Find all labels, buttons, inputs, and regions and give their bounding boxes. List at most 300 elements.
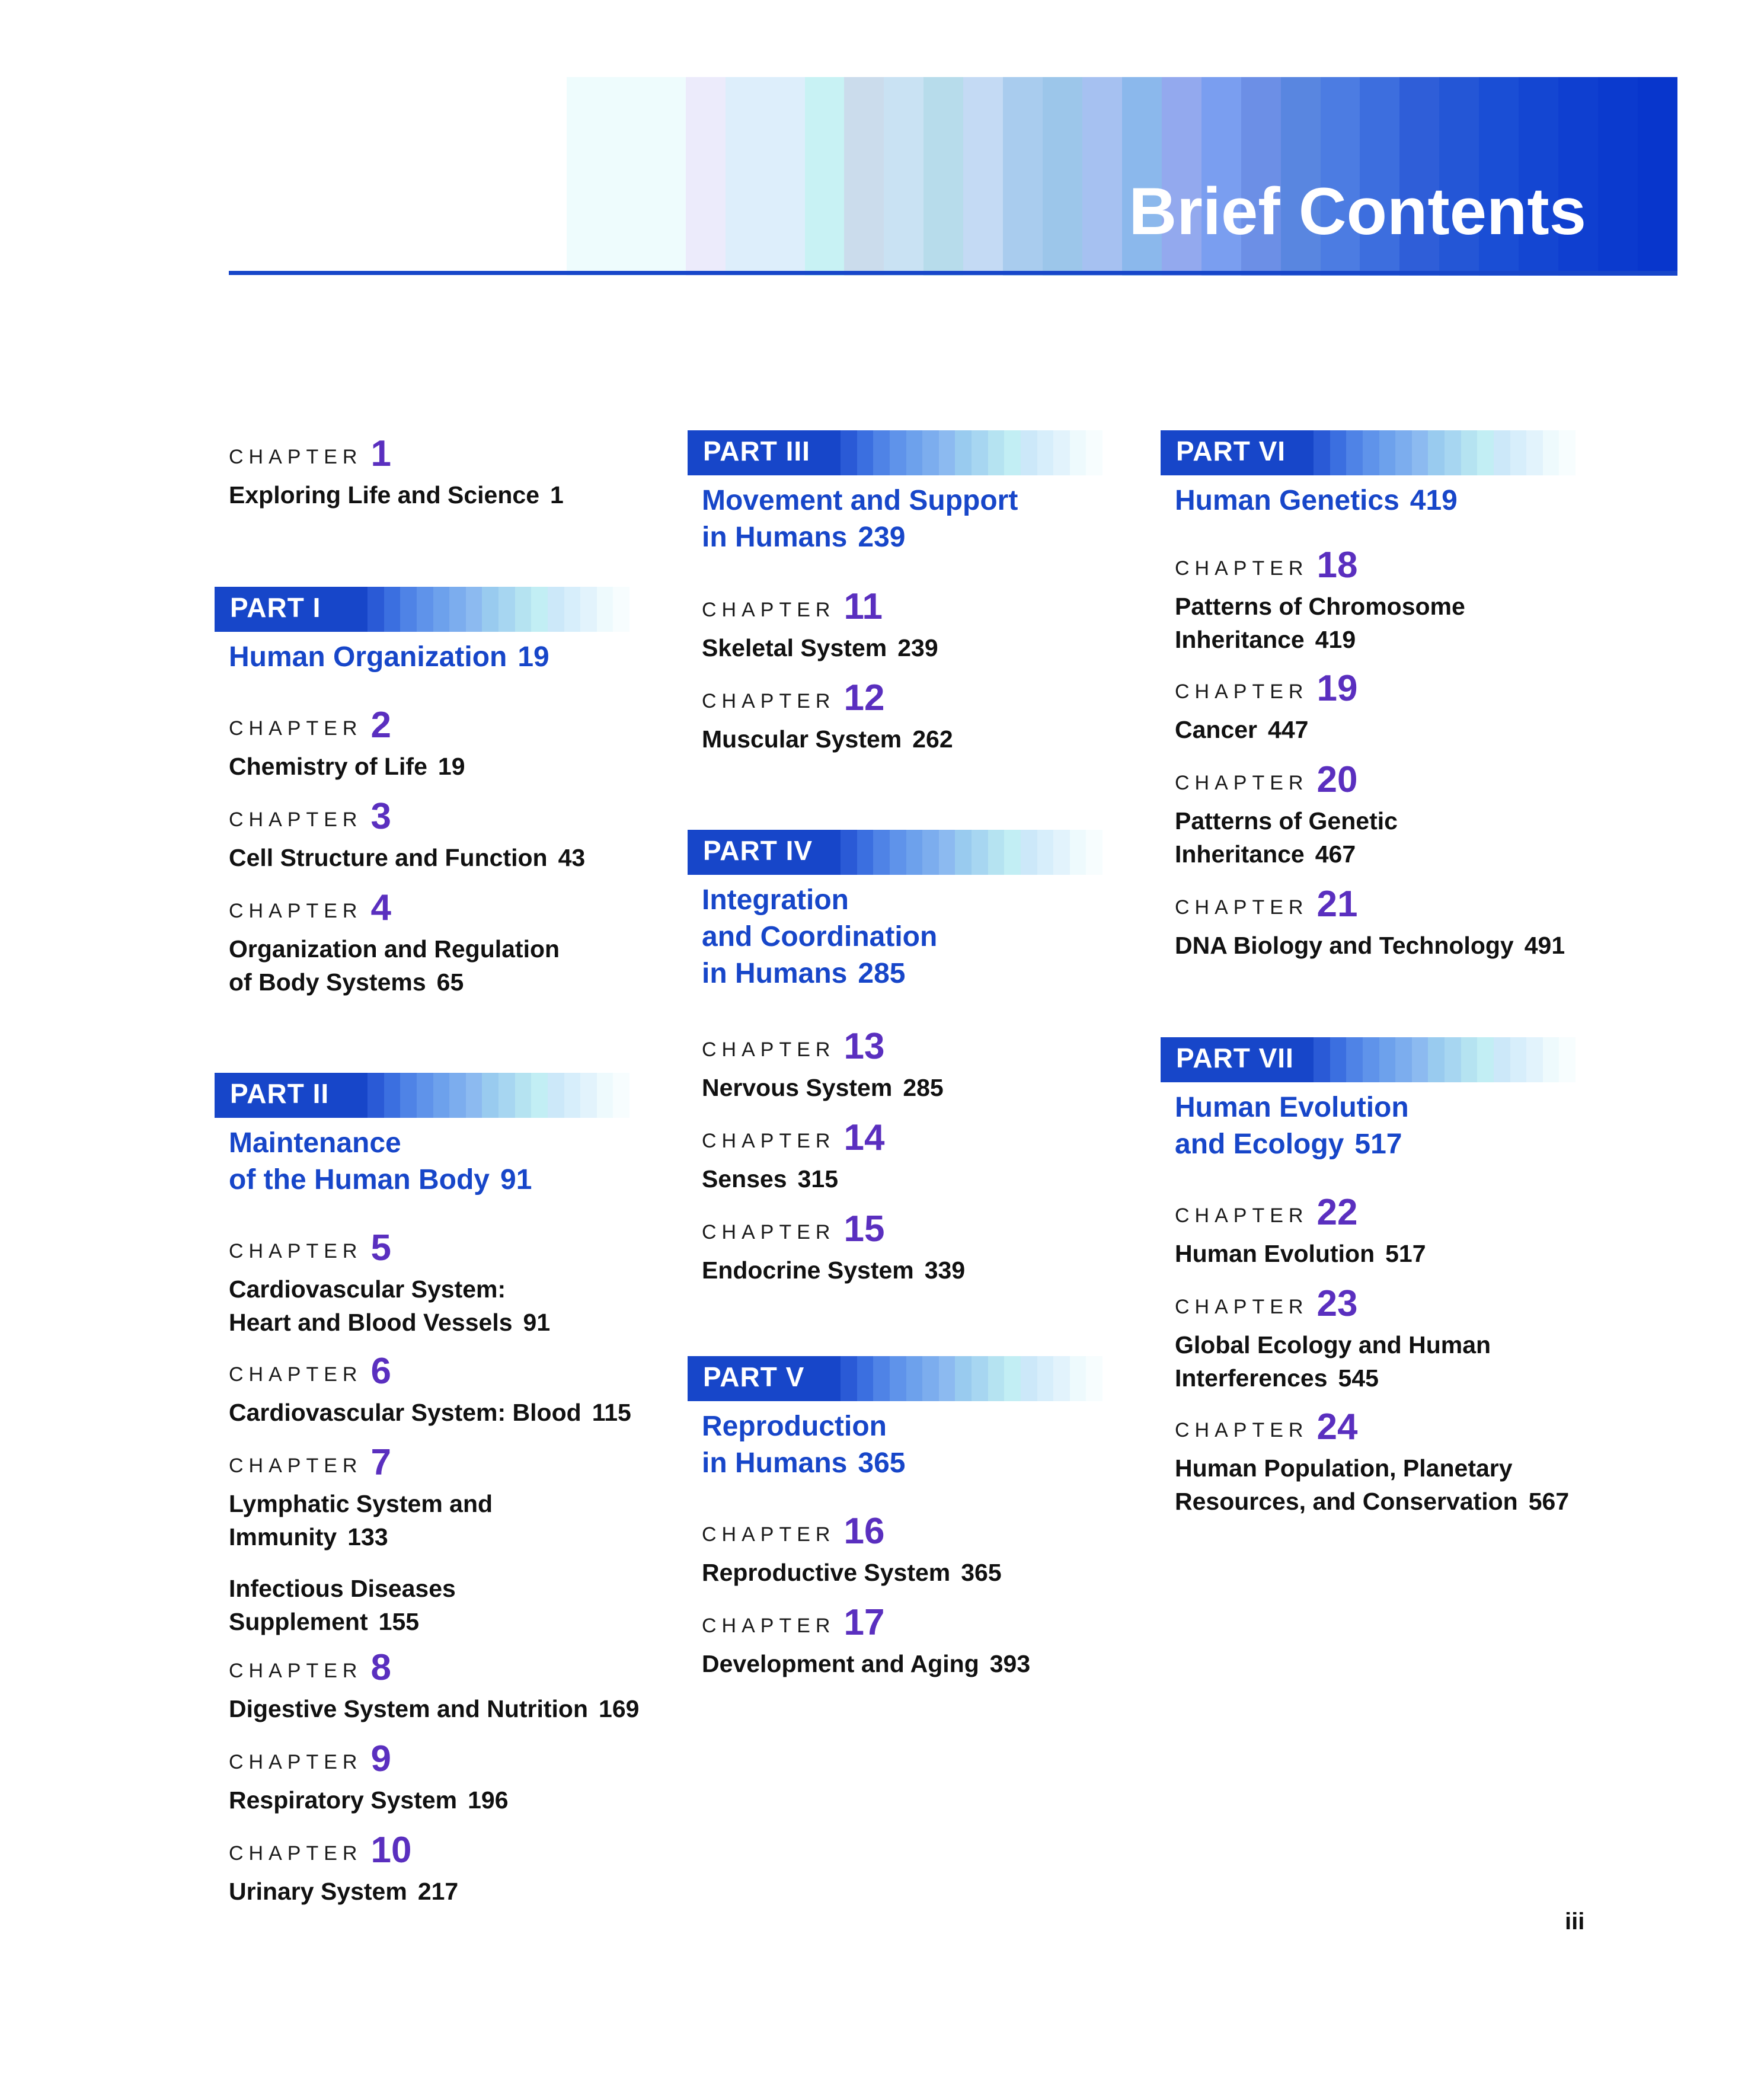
title-text: Reproductive System xyxy=(702,1559,951,1586)
chapter-title[interactable] xyxy=(1175,590,1465,656)
part-bar-stripe xyxy=(873,1356,890,1401)
chapter-entry xyxy=(1175,883,1565,962)
part-bar-stripe xyxy=(922,830,939,875)
part-bar-stripe xyxy=(972,830,988,875)
part-label: PART VI xyxy=(1176,436,1286,466)
chapter-title[interactable] xyxy=(702,1556,1002,1589)
chapter-number: 24 xyxy=(1316,1406,1358,1447)
part-bar-stripe xyxy=(417,587,433,632)
chapter-number: 7 xyxy=(370,1442,391,1483)
part-bar-stripe xyxy=(841,1356,857,1401)
part-label: PART V xyxy=(703,1361,805,1392)
chapter-number: 4 xyxy=(370,887,391,928)
page-ref: 567 xyxy=(1528,1488,1570,1515)
chapter-entry xyxy=(1175,1406,1569,1518)
part-bar-stripe xyxy=(466,587,482,632)
chapter-word: CHAPTER xyxy=(229,1363,363,1386)
title-text: Urinary System xyxy=(229,1878,407,1905)
supplement-title[interactable] xyxy=(229,1572,456,1638)
chapter-entry xyxy=(702,1510,1002,1589)
chapter-title[interactable] xyxy=(1175,929,1565,962)
page-ref: 262 xyxy=(912,725,953,753)
supplement-entry xyxy=(229,1572,456,1638)
title-text: Digestive System and Nutrition xyxy=(229,1695,589,1722)
chapter-word: CHAPTER xyxy=(1175,557,1309,580)
chapter-entry xyxy=(702,1208,965,1287)
page-ref: 467 xyxy=(1315,840,1356,868)
part-bar-stripe xyxy=(597,587,613,632)
chapter-entry xyxy=(229,1738,509,1817)
header-stripe xyxy=(1082,77,1122,276)
part-bar-stripe xyxy=(1346,1037,1363,1082)
part-bar-stripe xyxy=(1086,830,1102,875)
part-bar-stripe xyxy=(988,430,1005,475)
part-bar-stripe xyxy=(564,587,581,632)
chapter-entry xyxy=(229,887,560,999)
header-stripe xyxy=(923,77,963,276)
part-bar-stripe xyxy=(1314,1037,1330,1082)
part-bar-stripe xyxy=(1037,1356,1054,1401)
part-bar-stripe xyxy=(613,587,629,632)
part-title[interactable] xyxy=(229,639,549,676)
part-bar-stripe xyxy=(1363,430,1379,475)
part-bar-stripe xyxy=(1021,830,1037,875)
header-stripe xyxy=(567,77,606,276)
chapter-entry xyxy=(702,1117,884,1195)
chapter-word: CHAPTER xyxy=(702,1523,836,1546)
part-bar-stripe xyxy=(1559,1037,1576,1082)
title-text: Patterns of Chromosome Inheritance xyxy=(1175,593,1465,653)
chapter-number: 8 xyxy=(370,1647,391,1688)
chapter-entry xyxy=(1175,1191,1426,1270)
part-bar-stripe xyxy=(906,1356,923,1401)
chapter-title[interactable] xyxy=(229,932,560,999)
part-bar-stripe xyxy=(1412,1037,1429,1082)
part-bar-stripe xyxy=(482,1073,498,1118)
chapter-label xyxy=(1175,1406,1569,1448)
chapter-number: 1 xyxy=(370,433,391,474)
chapter-number: 23 xyxy=(1316,1283,1358,1324)
part-title-text: Human Genetics xyxy=(1175,485,1399,516)
part-bar-stripe xyxy=(368,1073,384,1118)
chapter-entry xyxy=(702,677,953,756)
chapter-number: 15 xyxy=(843,1209,885,1249)
title-text: Cardiovascular System: Blood xyxy=(229,1399,581,1426)
chapter-label xyxy=(1175,667,1357,709)
part-bar-stripe xyxy=(857,1356,874,1401)
title-text: Exploring Life and Science xyxy=(229,481,540,509)
title-text: Global Ecology and Human Interferences xyxy=(1175,1331,1491,1392)
header-stripe xyxy=(1043,77,1082,276)
chapter-label xyxy=(1175,759,1398,801)
part-bar-stripe xyxy=(988,830,1005,875)
header-stripe xyxy=(606,77,646,276)
part-bar-stripe xyxy=(890,430,906,475)
page-ref: 217 xyxy=(417,1878,459,1905)
chapter-label xyxy=(229,1738,509,1780)
part-bar-stripe xyxy=(1477,430,1494,475)
header-stripe xyxy=(1638,77,1677,276)
title-text: Lymphatic System and Immunity xyxy=(229,1490,493,1551)
part-bar-stripe xyxy=(564,1073,581,1118)
chapter-title[interactable] xyxy=(702,1071,944,1104)
part-title-text: Human Organization xyxy=(229,641,507,673)
page-ref: 91 xyxy=(523,1309,551,1336)
part-bar-stripe xyxy=(922,1356,939,1401)
part-bar-stripe xyxy=(384,587,401,632)
chapter-word: CHAPTER xyxy=(702,1038,836,1061)
chapter-title[interactable] xyxy=(1175,713,1357,746)
part-bar-stripe xyxy=(972,1356,988,1401)
chapter-number: 18 xyxy=(1316,545,1358,586)
part-bar xyxy=(1161,430,1576,475)
title-text: Organization and Regulation of Body Systems xyxy=(229,935,560,996)
part-bar-stripe xyxy=(1070,1356,1086,1401)
header-stripe xyxy=(765,77,805,276)
part-bar-stripe xyxy=(890,830,906,875)
part-bar-stripe xyxy=(400,587,417,632)
part-bar-stripe xyxy=(1070,830,1086,875)
page-ref: 169 xyxy=(599,1695,640,1722)
header-stripe xyxy=(646,77,686,276)
part-bar-stripe xyxy=(498,587,515,632)
part-label: PART II xyxy=(230,1078,330,1109)
chapter-title[interactable] xyxy=(229,1273,550,1339)
part-bar-stripe xyxy=(1346,430,1363,475)
part-label: PART IV xyxy=(703,835,813,866)
page-ref: 1 xyxy=(550,481,564,509)
part-bar-stripe xyxy=(1330,430,1347,475)
part-bar-stripe xyxy=(972,430,988,475)
part-page-ref: 517 xyxy=(1354,1129,1402,1160)
part-bar-stripe xyxy=(1086,1356,1102,1401)
page-ref: 115 xyxy=(592,1399,631,1426)
part-title-text: Human Evolution and Ecology xyxy=(1175,1092,1409,1160)
page-ref: 19 xyxy=(437,753,465,780)
chapter-word: CHAPTER xyxy=(229,1455,363,1477)
part-title[interactable] xyxy=(229,1125,532,1198)
chapter-entry xyxy=(229,1647,639,1725)
chapter-label xyxy=(702,1601,1030,1644)
chapter-entry xyxy=(229,1350,631,1429)
chapter-title[interactable] xyxy=(702,631,938,664)
part-bar-stripe xyxy=(841,430,857,475)
chapter-title[interactable] xyxy=(1175,1452,1569,1518)
chapter-title[interactable] xyxy=(229,1487,493,1553)
part-bar-stripe xyxy=(955,430,972,475)
part-title[interactable] xyxy=(1175,1089,1409,1163)
part-bar-stripe xyxy=(597,1073,613,1118)
part-bar-stripe xyxy=(1037,830,1054,875)
title-text: Endocrine System xyxy=(702,1257,914,1284)
page-ref: 393 xyxy=(989,1650,1031,1677)
part-bar-stripe xyxy=(1379,430,1396,475)
chapter-number: 11 xyxy=(843,586,883,627)
part-title[interactable] xyxy=(702,882,937,992)
part-bar-stripe xyxy=(1395,430,1412,475)
chapter-title[interactable] xyxy=(229,478,564,512)
chapter-title[interactable] xyxy=(229,1783,509,1817)
chapter-word: CHAPTER xyxy=(702,1615,836,1637)
part-bar-stripe xyxy=(1314,430,1330,475)
part-bar-stripe xyxy=(906,430,923,475)
part-bar-stripe xyxy=(955,1356,972,1401)
chapter-label xyxy=(229,1829,458,1871)
chapter-title[interactable] xyxy=(1175,1237,1426,1270)
page-ref: 43 xyxy=(558,844,586,871)
chapter-number: 22 xyxy=(1316,1192,1358,1233)
chapter-entry xyxy=(702,1601,1030,1680)
chapter-number: 6 xyxy=(370,1351,391,1392)
part-bar-stripe xyxy=(531,1073,548,1118)
part-bar-stripe xyxy=(433,1073,450,1118)
part-bar-stripe xyxy=(1004,830,1021,875)
chapter-word: CHAPTER xyxy=(702,1221,836,1244)
chapter-title[interactable] xyxy=(1175,804,1398,871)
part-bar-stripe xyxy=(613,1073,629,1118)
chapter-word: CHAPTER xyxy=(229,808,363,831)
part-bar-stripe xyxy=(1412,430,1429,475)
title-text: Chemistry of Life xyxy=(229,753,427,780)
part-bar xyxy=(215,587,629,632)
chapter-label xyxy=(229,887,560,929)
part-bar-stripe xyxy=(1510,430,1527,475)
part-bar-stripe xyxy=(1070,430,1086,475)
part-title-text: Movement and Support in Humans xyxy=(702,485,1018,553)
part-bar-stripe xyxy=(1021,430,1037,475)
part-bar-stripe xyxy=(955,830,972,875)
part-bar-stripe xyxy=(1559,430,1576,475)
title-text: Nervous System xyxy=(702,1074,893,1101)
part-bar-stripe xyxy=(857,830,874,875)
part-bar-stripe xyxy=(1461,1037,1478,1082)
title-text: Development and Aging xyxy=(702,1650,979,1677)
part-bar-stripe xyxy=(368,587,384,632)
chapter-label xyxy=(702,1510,1002,1552)
page-ref: 315 xyxy=(797,1165,839,1193)
chapter-word: CHAPTER xyxy=(1175,772,1309,794)
part-bar-stripe xyxy=(449,1073,466,1118)
part-bar-stripe xyxy=(548,1073,564,1118)
chapter-entry xyxy=(229,704,465,783)
chapter-number: 10 xyxy=(370,1830,412,1871)
part-bar-stripe xyxy=(1053,430,1070,475)
part-bar-stripe xyxy=(384,1073,401,1118)
chapter-title[interactable] xyxy=(702,1162,884,1195)
chapter-label xyxy=(229,795,585,837)
part-bar-stripe xyxy=(1445,1037,1461,1082)
title-text: Cardiovascular System: Heart and Blood Vessels xyxy=(229,1276,513,1336)
title-text: Human Evolution xyxy=(1175,1240,1375,1267)
part-title[interactable] xyxy=(702,1408,905,1482)
chapter-entry xyxy=(702,1025,944,1104)
chapter-title[interactable] xyxy=(229,841,585,874)
part-bar-stripe xyxy=(922,430,939,475)
part-bar-stripe xyxy=(1543,1037,1560,1082)
part-bar-stripe xyxy=(449,587,466,632)
chapter-title[interactable] xyxy=(702,1647,1030,1680)
part-bar-stripe xyxy=(841,830,857,875)
part-bar-stripe xyxy=(1004,1356,1021,1401)
title-text: Senses xyxy=(702,1165,787,1193)
chapter-entry xyxy=(1175,1283,1491,1395)
chapter-word: CHAPTER xyxy=(1175,1204,1309,1227)
part-bar-stripe xyxy=(498,1073,515,1118)
page-ref: 133 xyxy=(347,1523,388,1551)
chapter-title[interactable] xyxy=(229,1875,458,1908)
page-ref: 65 xyxy=(436,968,464,996)
part-bar-stripe xyxy=(1526,430,1543,475)
header-stripe xyxy=(726,77,765,276)
chapter-number: 16 xyxy=(843,1511,885,1552)
header-stripe xyxy=(805,77,845,276)
page-ref: 419 xyxy=(1315,626,1356,653)
chapter-label xyxy=(702,586,938,628)
header-stripe xyxy=(686,77,726,276)
chapter-word: CHAPTER xyxy=(1175,1296,1309,1318)
chapter-word: CHAPTER xyxy=(229,717,363,740)
part-bar-stripe xyxy=(1526,1037,1543,1082)
chapter-entry xyxy=(1175,667,1357,746)
folio: iii xyxy=(1565,1909,1585,1935)
chapter-label xyxy=(229,1350,631,1392)
part-bar-stripe xyxy=(515,587,532,632)
part-bar-stripe xyxy=(580,587,597,632)
part-bar-stripe xyxy=(1004,430,1021,475)
chapter-number: 21 xyxy=(1316,884,1358,925)
part-bar-stripe xyxy=(1477,1037,1494,1082)
part-bar-stripe xyxy=(1053,830,1070,875)
chapter-label xyxy=(702,1117,884,1159)
chapter-entry xyxy=(229,795,585,874)
header-stripe xyxy=(884,77,923,276)
part-bar-stripe xyxy=(873,430,890,475)
chapter-number: 2 xyxy=(370,705,391,746)
chapter-word: CHAPTER xyxy=(702,1130,836,1152)
part-page-ref: 91 xyxy=(500,1164,532,1195)
part-bar-stripe xyxy=(1461,430,1478,475)
part-bar-stripe xyxy=(531,587,548,632)
page-ref: 155 xyxy=(378,1608,420,1635)
chapter-title[interactable] xyxy=(229,750,465,783)
part-title[interactable] xyxy=(702,482,1018,556)
chapter-word: CHAPTER xyxy=(1175,896,1309,919)
chapter-title[interactable] xyxy=(229,1692,639,1725)
part-bar-stripe xyxy=(1494,1037,1510,1082)
chapter-label xyxy=(229,433,564,475)
page-ref: 365 xyxy=(961,1559,1002,1586)
chapter-title[interactable] xyxy=(702,1254,965,1287)
part-bar xyxy=(688,430,1102,475)
chapter-word: CHAPTER xyxy=(1175,680,1309,703)
part-bar-stripe xyxy=(857,430,874,475)
part-bar-stripe xyxy=(417,1073,433,1118)
chapter-number: 20 xyxy=(1316,759,1358,800)
page-ref: 447 xyxy=(1268,716,1309,743)
part-bar-stripe xyxy=(515,1073,532,1118)
chapter-entry xyxy=(1175,544,1465,656)
part-bar xyxy=(215,1073,629,1118)
part-page-ref: 285 xyxy=(858,958,906,989)
header-stripe xyxy=(1003,77,1043,276)
title-text: Cell Structure and Function xyxy=(229,844,548,871)
chapter-number: 9 xyxy=(370,1738,391,1779)
chapter-number: 19 xyxy=(1316,668,1358,709)
part-bar-stripe xyxy=(939,1356,956,1401)
part-bar-stripe xyxy=(433,587,450,632)
page-title: Brief Contents xyxy=(1129,174,1586,248)
title-text: Patterns of Genetic Inheritance xyxy=(1175,807,1398,868)
part-title-text: Reproduction in Humans xyxy=(702,1411,887,1479)
part-bar-stripe xyxy=(1428,1037,1445,1082)
chapter-title[interactable] xyxy=(702,723,953,756)
page-ref: 491 xyxy=(1524,932,1565,959)
chapter-word: CHAPTER xyxy=(229,1660,363,1682)
chapter-word: CHAPTER xyxy=(229,1751,363,1773)
part-bar-stripe xyxy=(1021,1356,1037,1401)
part-bar-stripe xyxy=(482,587,498,632)
part-label: PART VII xyxy=(1176,1043,1294,1073)
part-bar-stripe xyxy=(1543,430,1560,475)
title-text: Infectious Diseases Supplement xyxy=(229,1575,456,1635)
chapter-entry xyxy=(229,1441,493,1553)
chapter-entry xyxy=(229,433,564,512)
part-bar-stripe xyxy=(988,1356,1005,1401)
page-ref: 517 xyxy=(1385,1240,1426,1267)
chapter-label xyxy=(229,1647,639,1689)
chapter-label xyxy=(1175,544,1465,586)
part-bar-stripe xyxy=(1379,1037,1396,1082)
chapter-word: CHAPTER xyxy=(1175,1419,1309,1441)
chapter-entry xyxy=(1175,759,1398,871)
part-bar-stripe xyxy=(1494,430,1510,475)
chapter-word: CHAPTER xyxy=(229,1842,363,1865)
chapter-label xyxy=(1175,883,1565,925)
chapter-title[interactable] xyxy=(229,1396,631,1429)
part-page-ref: 365 xyxy=(858,1447,906,1479)
chapter-entry xyxy=(702,586,938,664)
title-text: Skeletal System xyxy=(702,634,887,661)
part-bar-stripe xyxy=(548,587,564,632)
part-bar xyxy=(688,1356,1102,1401)
chapter-word: CHAPTER xyxy=(229,1240,363,1262)
part-bar-stripe xyxy=(939,430,956,475)
chapter-label xyxy=(229,1227,550,1269)
chapter-label xyxy=(229,704,465,746)
chapter-number: 12 xyxy=(843,677,885,718)
chapter-label xyxy=(1175,1283,1491,1325)
title-text: DNA Biology and Technology xyxy=(1175,932,1514,959)
part-title[interactable] xyxy=(1175,482,1458,519)
chapter-title[interactable] xyxy=(1175,1328,1491,1395)
part-bar-stripe xyxy=(906,830,923,875)
chapter-word: CHAPTER xyxy=(229,900,363,922)
part-page-ref: 419 xyxy=(1410,485,1458,516)
chapter-number: 13 xyxy=(843,1026,885,1067)
part-bar-stripe xyxy=(890,1356,906,1401)
part-page-ref: 239 xyxy=(858,522,906,553)
chapter-word: CHAPTER xyxy=(702,690,836,712)
page-ref: 196 xyxy=(468,1786,509,1814)
title-text: Human Population, Planetary Resources, and Conservation xyxy=(1175,1455,1518,1515)
page-ref: 285 xyxy=(903,1074,944,1101)
part-bar-stripe xyxy=(1053,1356,1070,1401)
part-bar-stripe xyxy=(1428,430,1445,475)
chapter-number: 14 xyxy=(843,1117,885,1158)
chapter-word: CHAPTER xyxy=(229,446,363,468)
header-stripe xyxy=(1598,77,1638,276)
header-rule xyxy=(229,271,1677,275)
